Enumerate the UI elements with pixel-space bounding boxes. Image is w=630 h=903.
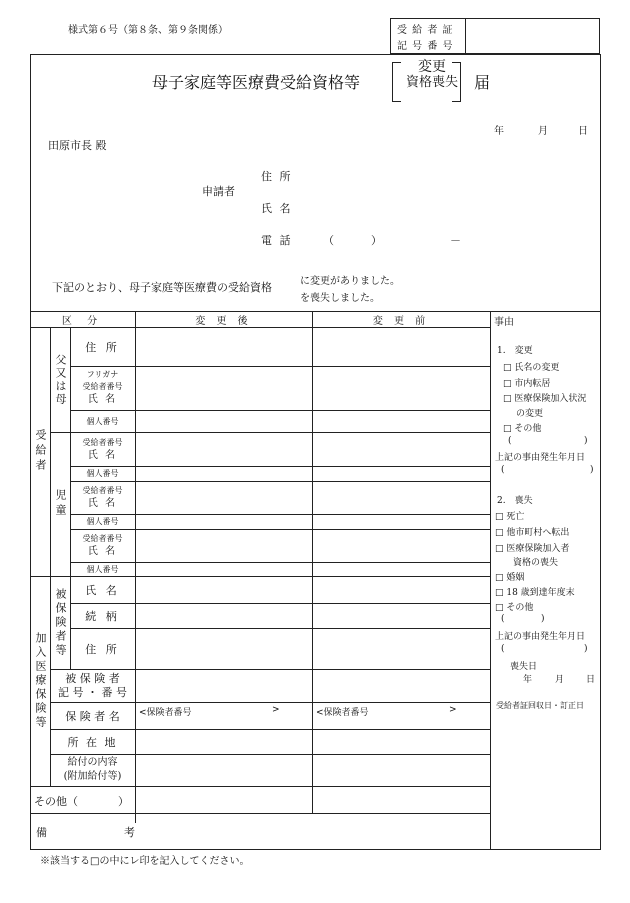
reason-2-paren-open: ( xyxy=(501,614,505,624)
reason-1-item-4[interactable]: □ その他 xyxy=(503,424,542,434)
statement-option-change: に変更がありました。 xyxy=(300,276,400,287)
parent-name-after[interactable] xyxy=(136,367,311,409)
phone-paren-open: （ xyxy=(323,234,334,247)
applicant-address-label: 住 所 xyxy=(261,170,293,183)
parent-furigana-label: フリガナ xyxy=(86,370,119,379)
title-option-change: 変更 xyxy=(418,59,446,75)
insured-relation-label: 続 柄 xyxy=(85,609,120,623)
benefit-label-2: (附加給付等) xyxy=(63,771,122,782)
applicant-phone-label: 電 話 xyxy=(261,234,293,247)
reason-2-item-2[interactable]: □ 他市町村へ転出 xyxy=(495,528,570,538)
title-suffix: 届 xyxy=(474,73,491,92)
location-label: 所 在 地 xyxy=(67,735,118,749)
child3-recipient-no-label: 受給者番号 xyxy=(82,534,123,543)
insurer-no-after: <保険者番号 xyxy=(139,708,192,718)
applicant-label: 申請者 xyxy=(202,185,235,198)
insured-no-label-2: 記 号 ・ 番 号 xyxy=(58,686,127,699)
footnote: ※該当する□の中にレ印を記入してください。 xyxy=(40,856,250,867)
statement-option-lost: を喪失しました。 xyxy=(300,293,380,304)
remarks-field[interactable] xyxy=(136,814,489,849)
parent-name-label: 氏 名 xyxy=(87,394,118,405)
insurer-name-label: 保 険 者 名 xyxy=(65,709,120,723)
child2-name-label: 氏 名 xyxy=(87,498,118,509)
phone-dash: － xyxy=(450,234,461,247)
reason-2-item-4[interactable]: □ 婚姻 xyxy=(495,573,525,583)
statement-prefix: 下記のとおり、母子家庭等医療費の受給資格 xyxy=(52,281,272,294)
loss-month: 月 xyxy=(555,675,565,685)
reason-section-1: 1. 変更 xyxy=(497,346,533,356)
date-year: 年 xyxy=(494,126,504,137)
other-label: その他（ xyxy=(34,795,78,808)
child3-name-label: 氏 名 xyxy=(87,546,118,557)
reason-2-item-3b: 資格の喪失 xyxy=(513,558,559,568)
insurer-no-before-close: > xyxy=(449,705,457,715)
reason-2-paren-close: ) xyxy=(541,614,545,624)
reason-2-item-3[interactable]: □ 医療保険加入者 xyxy=(495,544,570,554)
child-label: 児童 xyxy=(54,489,67,519)
addressee: 田原市長 殿 xyxy=(48,139,107,152)
certificate-number-field[interactable] xyxy=(470,22,594,48)
recipient-group-label: 受給者 xyxy=(34,429,47,474)
remarks-label-1: 備 xyxy=(36,826,47,839)
recovery-date-label: 受給者証回収日・訂正日 xyxy=(496,701,584,710)
title-option-lost: 資格喪失 xyxy=(405,75,458,90)
reason-1-date-open: ( xyxy=(501,465,505,475)
other-close: ） xyxy=(118,795,129,808)
loss-year: 年 xyxy=(523,675,533,685)
insurer-no-before: <保険者番号 xyxy=(316,708,369,718)
parent-address-label: 住 所 xyxy=(85,340,120,354)
child1-individual-no-label: 個人番号 xyxy=(86,469,119,478)
reason-1-paren-close: ) xyxy=(584,436,588,446)
reason-1-item-2[interactable]: □ 市内転居 xyxy=(503,379,551,389)
applicant-name-label: 氏 名 xyxy=(261,202,293,215)
reason-1-paren-open: ( xyxy=(508,436,512,446)
insured-label: 被保険者等 xyxy=(54,587,67,658)
reason-1-item-3[interactable]: □ 医療保険加入状況 xyxy=(503,394,587,404)
header-reason: 事由 xyxy=(494,317,514,328)
reason-2-date-close: ) xyxy=(584,644,588,654)
insured-address-label: 住 所 xyxy=(85,642,120,656)
child1-recipient-no-label: 受給者番号 xyxy=(82,438,123,447)
child2-individual-no-label: 個人番号 xyxy=(86,517,119,526)
reason-2-date-open: ( xyxy=(501,644,505,654)
parent-name-before[interactable] xyxy=(313,367,489,409)
reason-1-item-3b: の変更 xyxy=(516,409,544,419)
child3-individual-no-label: 個人番号 xyxy=(86,564,119,574)
child2-recipient-no-label: 受給者番号 xyxy=(82,486,123,495)
date-day: 日 xyxy=(578,126,588,137)
reason-1-item-1[interactable]: □ 氏名の変更 xyxy=(503,363,560,373)
insurer-no-after-close: > xyxy=(272,705,280,715)
header-after: 変 更 後 xyxy=(195,315,252,327)
header-before: 変 更 前 xyxy=(372,315,430,327)
insured-name-label: 氏 名 xyxy=(85,583,120,597)
insured-no-label-1: 被 保 険 者 xyxy=(65,672,120,685)
cert-label-2: 記 号 番 号 xyxy=(397,41,454,52)
phone-paren-close: ） xyxy=(371,234,382,247)
form-number: 様式第６号（第８条、第９条関係） xyxy=(68,25,228,36)
reason-1-date-close: ) xyxy=(590,465,594,475)
header-kubun: 区 分 xyxy=(61,315,104,327)
date-month: 月 xyxy=(538,126,548,137)
reason-2-item-5[interactable]: □ 18 歳到達年度末 xyxy=(495,588,575,598)
child1-name-label: 氏 名 xyxy=(87,450,118,461)
cert-label-1: 受 給 者 証 xyxy=(397,25,454,36)
parent-individual-no-label: 個人番号 xyxy=(86,416,119,426)
loss-day: 日 xyxy=(586,675,596,685)
parent-address-after[interactable] xyxy=(136,328,311,365)
loss-date-label: 喪失日 xyxy=(510,662,538,672)
reason-1-date-label: 上記の事由発生年月日 xyxy=(495,453,586,463)
parent-address-before[interactable] xyxy=(313,328,489,365)
reason-2-item-6[interactable]: □ その他 xyxy=(495,603,534,613)
insurance-group-label: 加入医療保険等 xyxy=(34,632,47,730)
bracket-left xyxy=(392,62,401,102)
reason-section-2: 2. 喪失 xyxy=(497,496,533,506)
parent-label: 父又は母 xyxy=(54,353,67,406)
bracket-right xyxy=(452,62,461,102)
remarks-label-2: 考 xyxy=(124,826,135,839)
parent-recipient-no-label: 受給者番号 xyxy=(82,382,123,391)
benefit-label-1: 給付の内容 xyxy=(67,757,118,768)
reason-2-item-1[interactable]: □ 死亡 xyxy=(495,512,525,522)
reason-2-date-label: 上記の事由発生年月日 xyxy=(495,632,586,642)
form-title: 母子家庭等医療費受給資格等 xyxy=(152,73,361,92)
